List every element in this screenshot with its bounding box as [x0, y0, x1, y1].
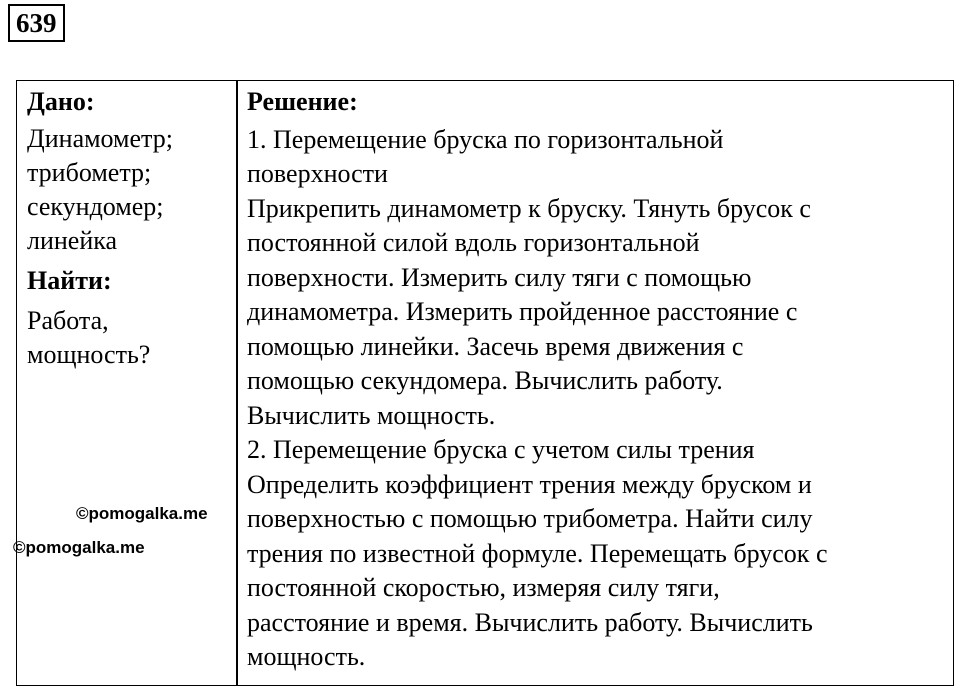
solution-column	[247, 85, 947, 675]
given-item: линейка	[27, 226, 118, 255]
watermark: ©pomogalka.me	[76, 504, 208, 523]
solution-line: постоянной скоростью, измеряя силу тяги,	[247, 573, 720, 602]
solution-line: мощность.	[247, 642, 366, 671]
column-divider	[236, 81, 238, 685]
solution-heading: Решение:	[247, 87, 358, 116]
given-item: трибометр;	[27, 158, 152, 187]
solution-line: Прикрепить динамометр к бруску. Тянуть брусок с	[247, 193, 811, 223]
problem-number: 639	[8, 4, 65, 42]
solution-line: постоянной силой вдоль горизонтальной	[247, 228, 700, 257]
find-list	[27, 304, 232, 372]
solution-line: 2. Перемещение бруска с учетом силы трения	[247, 435, 755, 464]
find-item: мощность?	[27, 340, 151, 369]
given-heading: Дано:	[27, 87, 95, 116]
solution-line: динамометра. Измерить пройденное расстояние с	[247, 297, 798, 326]
given-column	[27, 85, 232, 372]
solution-line: Определить коэффициент трения между бруском и	[247, 469, 812, 499]
solution-line: расстояние и время. Вычислить работу. Вычислить	[247, 607, 813, 637]
find-heading: Найти:	[27, 266, 112, 295]
solution-line: помощью линейки. Засечь время движения с	[247, 331, 744, 361]
find-item: Работа,	[27, 306, 109, 335]
solution-line: Вычислить мощность.	[247, 400, 496, 430]
given-item: Динамометр;	[27, 124, 173, 153]
solution-line: трения по известной формуле. Перемещать брусок с	[247, 538, 828, 568]
given-list	[27, 122, 232, 258]
given-item: секундомер;	[27, 192, 164, 221]
solution-line: поверхностью с помощью трибометра. Найти силу	[247, 504, 813, 533]
task-table	[16, 80, 954, 686]
solution-line: помощью секундомера. Вычислить работу.	[247, 366, 723, 395]
solution-line: 1. Перемещение бруска по горизонтальной	[247, 124, 724, 154]
solution-line: поверхности. Измерить силу тяги с помощью	[247, 262, 752, 292]
solution-line: поверхности	[247, 159, 388, 188]
watermark: ©pomogalka.me	[13, 538, 145, 557]
solution-text	[247, 123, 947, 675]
